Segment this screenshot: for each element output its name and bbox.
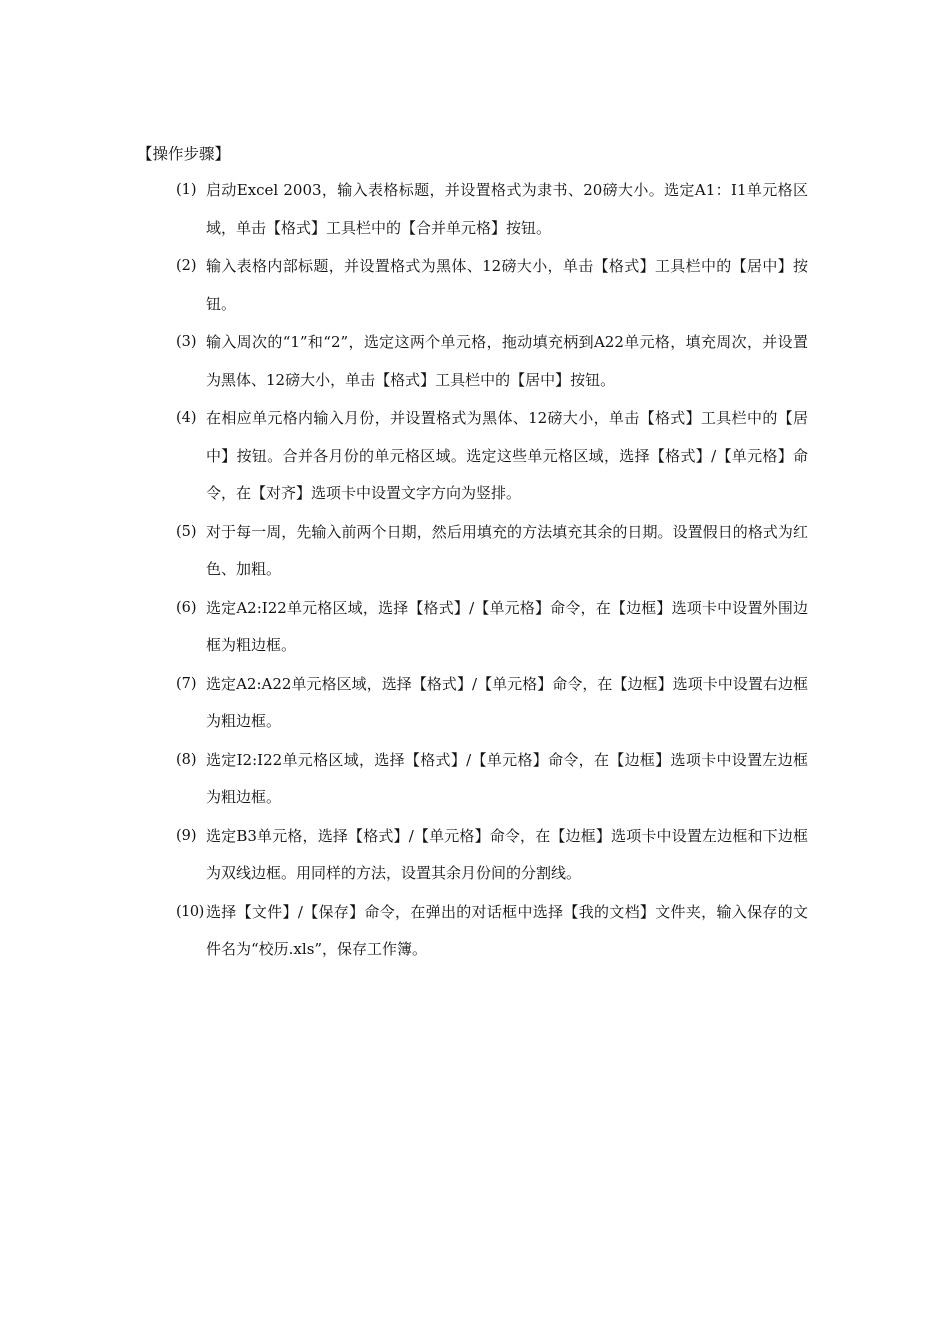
step-number: (5) <box>176 523 197 540</box>
step-item <box>176 248 808 323</box>
step-number: (10) <box>176 903 204 920</box>
step-number: (7) <box>176 675 197 692</box>
step-item <box>176 666 808 741</box>
step-number: (9) <box>176 827 197 844</box>
step-text: 选择【文件】/【保存】命令，在弹出的对话框中选择【我的文档】文件夹，输入保存的文件名为“校历.xls”，保存工作簿。 <box>206 902 808 958</box>
step-text: 选定A2:A22单元格区域，选择【格式】/【单元格】命令，在【边框】选项卡中设置右边框为粗边框。 <box>206 674 808 730</box>
step-text: 对于每一周，先输入前两个日期，然后用填充的方法填充其余的日期。设置假日的格式为红色、加粗。 <box>206 522 808 578</box>
step-text: 选定A2:I22单元格区域，选择【格式】/【单元格】命令，在【边框】选项卡中设置外围边框为粗边框。 <box>206 598 808 654</box>
steps-list <box>176 172 808 970</box>
step-text: 选定B3单元格，选择【格式】/【单元格】命令，在【边框】选项卡中设置左边框和下边框为双线边框。用同样的方法，设置其余月份间的分割线。 <box>206 826 808 882</box>
step-item <box>176 324 808 399</box>
step-text: 选定I2:I22单元格区域，选择【格式】/【单元格】命令，在【边框】选项卡中设置左边框为粗边框。 <box>206 750 808 806</box>
step-number: (2) <box>176 258 197 274</box>
step-number: (6) <box>176 599 197 616</box>
step-item <box>176 894 808 969</box>
step-item <box>176 172 808 247</box>
step-item <box>176 742 808 817</box>
step-number: (4) <box>176 410 197 426</box>
step-item <box>176 818 808 893</box>
step-text: 输入表格内部标题，并设置格式为黑体、12磅大小，单击【格式】工具栏中的【居中】按钮。 <box>206 257 808 313</box>
step-item <box>176 514 808 589</box>
step-text: 在相应单元格内输入月份，并设置格式为黑体、12磅大小，单击【格式】工具栏中的【居中】按钮。合并各月份的单元格区域。选定这些单元格区域，选择【格式】/【单元格】命令，在【对齐】选项卡中设置文字方向为竖排。 <box>206 409 808 502</box>
step-text: 启动Excel 2003，输入表格标题，并设置格式为隶书、20磅大小。选定A1：I1单元格区域，单击【格式】工具栏中的【合并单元格】按钮。 <box>206 181 808 237</box>
step-item <box>176 400 808 513</box>
section-heading: 【操作步骤】 <box>137 145 231 163</box>
step-number: (1) <box>176 182 197 198</box>
step-text: 输入周次的“1”和“2”，选定这两个单元格，拖动填充柄到A22单元格，填充周次，并设置为黑体、12磅大小，单击【格式】工具栏中的【居中】按钮。 <box>206 333 808 389</box>
step-item <box>176 590 808 665</box>
step-number: (8) <box>176 751 197 768</box>
step-number: (3) <box>176 334 197 350</box>
